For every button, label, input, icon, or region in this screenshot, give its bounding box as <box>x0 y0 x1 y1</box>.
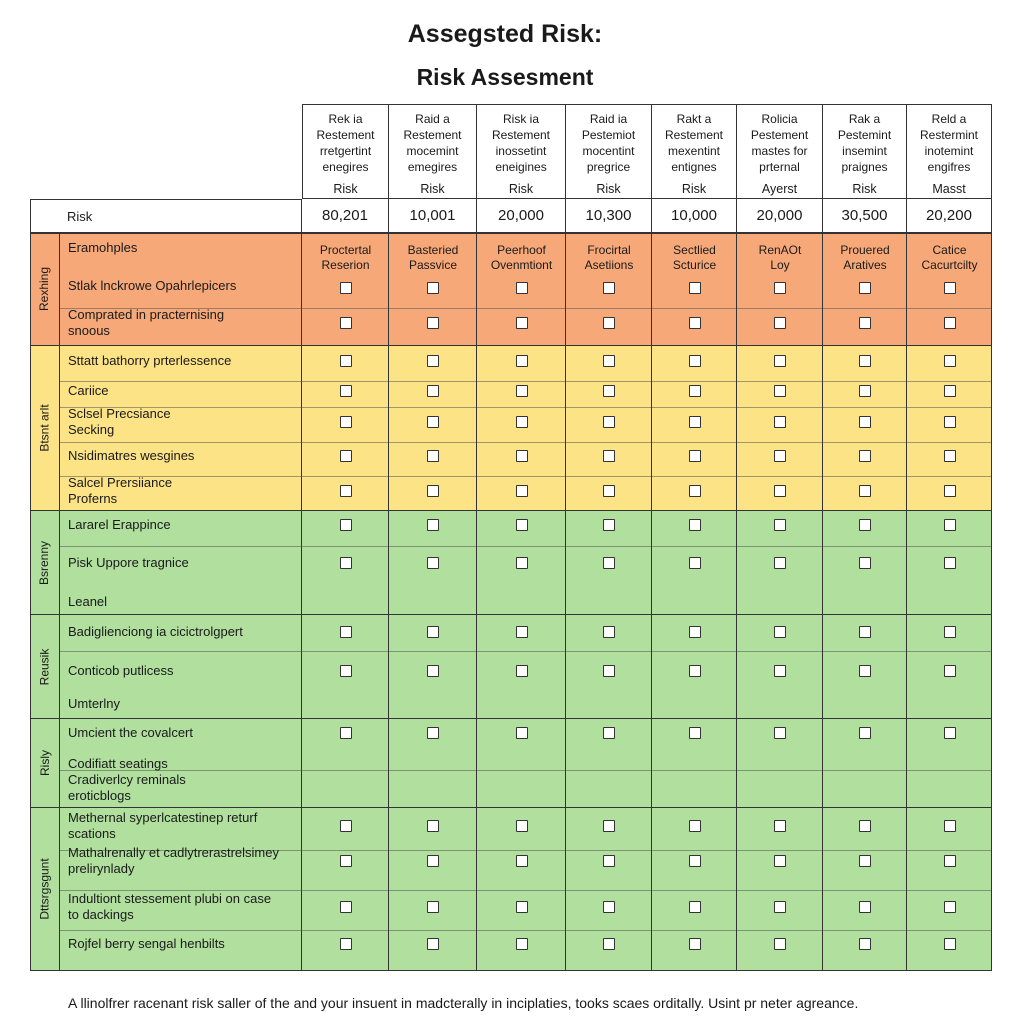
footer-note: A llinolfrer racenant risk saller of the and your insuent in madcterally in inciplaties, tooks scaes orditally. Usint pr neter agreance. <box>68 995 859 1011</box>
category-label <box>320 243 371 273</box>
risk-checkbox[interactable] <box>774 416 786 428</box>
risk-checkbox[interactable] <box>427 317 439 329</box>
row-label-line: Sttatt bathorry prterlessence <box>68 353 232 368</box>
row-label-line: Codifiatt seatings <box>68 756 168 771</box>
risk-checkbox[interactable] <box>340 665 352 677</box>
divider <box>651 233 652 971</box>
column-header-line: mocentint <box>582 144 635 158</box>
risk-checkbox[interactable] <box>689 519 701 531</box>
risk-checkbox[interactable] <box>774 450 786 462</box>
row-label <box>68 845 296 877</box>
risk-checkbox[interactable] <box>516 355 528 367</box>
risk-checkbox[interactable] <box>944 626 956 638</box>
risk-checkbox[interactable] <box>340 317 352 329</box>
risk-checkbox[interactable] <box>516 626 528 638</box>
category-label-line: Basteried <box>407 243 459 257</box>
risk-checkbox[interactable] <box>427 938 439 950</box>
column-header-line: Restement <box>316 128 375 142</box>
section-label-text: Bsrenny <box>37 540 52 585</box>
risk-checkbox[interactable] <box>859 665 871 677</box>
column-header-line: mastes for <box>751 144 808 158</box>
risk-checkbox[interactable] <box>603 665 615 677</box>
row-label-line: Leanel <box>68 594 108 609</box>
divider <box>60 930 992 931</box>
column-header-line: inotemint <box>924 144 974 158</box>
column-header-line: inossetint <box>495 144 547 158</box>
column-header-line: Risk ia <box>502 112 539 126</box>
column-header-line: Pestemiot <box>581 128 636 142</box>
risk-checkbox[interactable] <box>340 727 352 739</box>
category-label-line: Scturice <box>672 258 717 272</box>
row-label-line: Secking <box>68 422 115 437</box>
risk-checkbox[interactable] <box>516 727 528 739</box>
column-header <box>566 104 652 199</box>
column-header-line: Raid ia <box>589 112 628 126</box>
risk-checkbox[interactable] <box>427 416 439 428</box>
column-header-line: Restement <box>403 128 462 142</box>
risk-checkbox[interactable] <box>340 855 352 867</box>
category-label-line: Reserion <box>321 258 370 272</box>
risk-checkbox[interactable] <box>516 855 528 867</box>
column-header-line: emegires <box>407 160 458 174</box>
risk-checkbox[interactable] <box>516 317 528 329</box>
row-label-line: Proferns <box>68 491 118 506</box>
risk-checkbox[interactable] <box>603 450 615 462</box>
row-label-line: eroticblogs <box>68 788 131 803</box>
risk-checkbox[interactable] <box>774 820 786 832</box>
section-label-text: Btsnt arlt <box>37 404 52 452</box>
risk-checkbox[interactable] <box>603 557 615 569</box>
column-header-risk: Risk <box>508 182 534 196</box>
column-header-line: pregrice <box>586 160 631 174</box>
category-label-line: Proctertal <box>319 243 372 257</box>
row-label-line: Methernal syperlcatestinep returf <box>68 810 258 825</box>
section-label-text: Risly <box>37 750 52 776</box>
risk-checkbox[interactable] <box>427 282 439 294</box>
risk-checkbox[interactable] <box>774 626 786 638</box>
section-label-text: Rexhing <box>37 266 52 312</box>
category-label-line: Asetiions <box>584 258 634 272</box>
risk-checkbox[interactable] <box>944 901 956 913</box>
risk-checkbox[interactable] <box>427 450 439 462</box>
column-header-line: entignes <box>671 160 717 174</box>
risk-checkbox[interactable] <box>516 665 528 677</box>
section-label <box>30 511 60 615</box>
row-label-line: Cradiverlcy reminals <box>68 772 186 787</box>
risk-checkbox[interactable] <box>340 355 352 367</box>
category-label <box>759 243 802 273</box>
column-header-line: mexentint <box>667 144 721 158</box>
risk-checkbox[interactable] <box>340 938 352 950</box>
risk-checkbox[interactable] <box>427 727 439 739</box>
risk-checkbox[interactable] <box>859 355 871 367</box>
risk-checkbox[interactable] <box>516 485 528 497</box>
column-header <box>302 104 389 199</box>
column-header-line: prternal <box>759 160 800 174</box>
column-header <box>477 104 566 199</box>
column-header-line: Pestemint <box>837 128 892 142</box>
risk-checkbox[interactable] <box>516 450 528 462</box>
risk-checkbox[interactable] <box>944 820 956 832</box>
row-label <box>68 756 296 804</box>
divider <box>476 233 477 971</box>
row-label-line: Conticob putlicess <box>68 663 174 678</box>
row-label <box>68 696 296 712</box>
divider <box>822 233 823 971</box>
column-header-line: enegires <box>322 160 369 174</box>
risk-checkbox[interactable] <box>944 665 956 677</box>
column-header-risk: Risk <box>852 182 877 196</box>
risk-checkbox[interactable] <box>944 519 956 531</box>
risk-checkbox[interactable] <box>603 938 615 950</box>
category-label-line: Cacurtcilty <box>921 258 978 272</box>
column-header-line: mocemint <box>406 144 459 158</box>
row-label <box>68 555 296 571</box>
row-label-line: Pisk Uppore tragnice <box>68 555 189 570</box>
risk-checkbox[interactable] <box>603 385 615 397</box>
risk-checkbox[interactable] <box>516 901 528 913</box>
risk-checkbox[interactable] <box>603 485 615 497</box>
column-number: 80,201 <box>302 199 389 233</box>
risk-checkbox[interactable] <box>774 317 786 329</box>
risk-checkbox[interactable] <box>689 282 701 294</box>
risk-checkbox[interactable] <box>603 820 615 832</box>
divider <box>60 442 992 443</box>
section-label-text: Dttsrgsgunt <box>37 858 52 920</box>
column-number: 20,000 <box>477 199 566 233</box>
risk-checkbox[interactable] <box>516 938 528 950</box>
risk-checkbox[interactable] <box>689 626 701 638</box>
row-label <box>68 448 296 464</box>
risk-checkbox[interactable] <box>689 385 701 397</box>
risk-checkbox[interactable] <box>516 557 528 569</box>
column-header-line: Restement <box>491 128 551 142</box>
section-label <box>30 808 60 971</box>
row-label-line: Stlak lnckrowe Opahrlepicers <box>68 278 237 293</box>
column-number: 10,001 <box>389 199 477 233</box>
row-label-line: scations <box>68 826 116 841</box>
row-label-line: to dackings <box>68 907 134 922</box>
divider <box>60 381 992 382</box>
divider <box>388 233 389 971</box>
row-label-line: Eramohples <box>68 240 138 255</box>
risk-checkbox[interactable] <box>689 416 701 428</box>
risk-checkbox[interactable] <box>603 727 615 739</box>
risk-checkbox[interactable] <box>944 385 956 397</box>
column-header-line: Pestement <box>750 128 809 142</box>
risk-checkbox[interactable] <box>944 557 956 569</box>
risk-checkbox[interactable] <box>340 282 352 294</box>
category-label-line: RenAOt <box>758 243 802 257</box>
row-label <box>68 663 296 679</box>
category-label <box>585 243 634 273</box>
risk-checkbox[interactable] <box>427 485 439 497</box>
column-header-line: Restement <box>664 128 724 142</box>
row-label-line: snoous <box>68 323 110 338</box>
risk-checkbox[interactable] <box>603 519 615 531</box>
risk-checkbox[interactable] <box>859 820 871 832</box>
risk-checkbox[interactable] <box>774 557 786 569</box>
risk-checkbox[interactable] <box>859 901 871 913</box>
column-header-line: eneigines <box>495 160 547 174</box>
divider <box>301 511 302 615</box>
risk-checkbox[interactable] <box>427 355 439 367</box>
row-label-line: Mathalrenally et cadlytrerastrelsimey <box>68 845 279 860</box>
column-number: 10,000 <box>652 199 737 233</box>
risk-checkbox[interactable] <box>774 519 786 531</box>
risk-checkbox[interactable] <box>944 938 956 950</box>
row-label <box>68 725 296 741</box>
risk-checkbox[interactable] <box>689 855 701 867</box>
risk-checkbox[interactable] <box>774 485 786 497</box>
divider <box>301 346 302 511</box>
category-label <box>408 243 459 273</box>
column-header-line: Reld a <box>931 112 967 126</box>
divider <box>301 615 302 719</box>
risk-checkbox[interactable] <box>427 557 439 569</box>
row-label-line: Comprated in practernising <box>68 307 225 322</box>
row-label-line: Cariice <box>68 383 109 398</box>
risk-checkbox[interactable] <box>944 855 956 867</box>
category-label <box>840 243 889 273</box>
risk-checkbox[interactable] <box>340 557 352 569</box>
column-header-risk: Masst <box>932 182 966 196</box>
column-header-line: Rak a <box>848 112 881 126</box>
divider <box>60 651 992 652</box>
column-header-risk: Risk <box>681 182 707 196</box>
risk-checkbox[interactable] <box>340 485 352 497</box>
row-label <box>68 810 296 842</box>
risk-checkbox[interactable] <box>603 416 615 428</box>
risk-checkbox[interactable] <box>859 416 871 428</box>
risk-checkbox[interactable] <box>774 727 786 739</box>
category-label-line: Catice <box>932 243 967 257</box>
risk-checkbox[interactable] <box>603 355 615 367</box>
risk-checkbox[interactable] <box>859 519 871 531</box>
risk-checkbox[interactable] <box>944 282 956 294</box>
page-title: Assegsted Risk: <box>407 20 603 48</box>
row-label-line: Umcient the covalcert <box>68 725 193 740</box>
row-label <box>68 475 296 507</box>
row-label <box>68 936 296 952</box>
column-header-line: rretgertint <box>319 144 372 158</box>
row-label-line: Nsidimatres wesgines <box>68 448 195 463</box>
row-label-line: Indultiont stessement plubi on case <box>68 891 272 906</box>
column-header <box>823 104 907 199</box>
risk-checkbox[interactable] <box>774 855 786 867</box>
row-label <box>68 278 296 294</box>
column-header-risk: Ayerst <box>761 182 798 196</box>
row-label-line: Salcel Prersiiance <box>68 475 173 490</box>
number-row-label: Risk <box>30 199 302 233</box>
risk-checkbox[interactable] <box>859 557 871 569</box>
column-header-line: Raid a <box>415 112 450 126</box>
risk-checkbox[interactable] <box>774 385 786 397</box>
risk-checkbox[interactable] <box>689 557 701 569</box>
column-header-line: Rek ia <box>328 112 363 126</box>
risk-checkbox[interactable] <box>774 282 786 294</box>
row-label-line: Rojfel berry sengal henbilts <box>68 936 225 951</box>
risk-checkbox[interactable] <box>516 519 528 531</box>
column-number: 30,500 <box>823 199 907 233</box>
risk-checkbox[interactable] <box>340 450 352 462</box>
column-header <box>389 104 477 199</box>
risk-checkbox[interactable] <box>427 519 439 531</box>
row-label-line: Badiglienciong ia cicictrolgpert <box>68 624 243 639</box>
risk-checkbox[interactable] <box>340 416 352 428</box>
page-subtitle: Risk Assesment <box>416 64 594 90</box>
category-label-line: Peerhoof <box>497 243 546 257</box>
divider <box>565 233 566 971</box>
column-number: 20,200 <box>907 199 992 233</box>
column-header-line: engifres <box>927 160 971 174</box>
column-header-line: Rolicia <box>761 112 798 126</box>
risk-checkbox[interactable] <box>689 317 701 329</box>
risk-checkbox[interactable] <box>774 938 786 950</box>
risk-checkbox[interactable] <box>516 416 528 428</box>
row-label <box>68 353 296 369</box>
risk-checkbox[interactable] <box>774 665 786 677</box>
column-header-line: praignes <box>841 160 888 174</box>
category-label-line: Passvice <box>408 258 458 272</box>
risk-checkbox[interactable] <box>944 450 956 462</box>
column-header <box>737 104 823 199</box>
column-header-risk: Risk <box>596 182 621 196</box>
risk-checkbox[interactable] <box>603 901 615 913</box>
row-label <box>68 406 296 438</box>
risk-checkbox[interactable] <box>603 317 615 329</box>
risk-checkbox[interactable] <box>859 727 871 739</box>
column-header-line: insemint <box>842 144 887 158</box>
risk-checkbox[interactable] <box>603 855 615 867</box>
category-label-line: Loy <box>770 258 790 272</box>
risk-checkbox[interactable] <box>774 355 786 367</box>
category-label <box>921 243 977 273</box>
risk-assessment-table <box>30 104 992 971</box>
row-label <box>68 594 296 610</box>
risk-checkbox[interactable] <box>859 938 871 950</box>
risk-checkbox[interactable] <box>427 626 439 638</box>
divider <box>301 719 302 808</box>
risk-checkbox[interactable] <box>603 626 615 638</box>
risk-checkbox[interactable] <box>774 901 786 913</box>
section-label <box>30 346 60 511</box>
risk-checkbox[interactable] <box>944 355 956 367</box>
risk-checkbox[interactable] <box>689 938 701 950</box>
row-label-line: Umterlny <box>68 696 121 711</box>
risk-checkbox[interactable] <box>427 901 439 913</box>
row-label <box>68 624 296 640</box>
category-label-line: Prouered <box>840 243 890 257</box>
risk-checkbox[interactable] <box>689 727 701 739</box>
row-label <box>68 891 296 923</box>
risk-checkbox[interactable] <box>689 450 701 462</box>
category-label-line: Sectlied <box>673 243 716 257</box>
column-header-line: Restermint <box>919 128 978 142</box>
section-label-text: Reusik <box>37 648 52 685</box>
risk-checkbox[interactable] <box>427 665 439 677</box>
section-label <box>30 233 60 346</box>
category-label-line: Ovenmtiont <box>490 258 553 272</box>
column-header <box>652 104 737 199</box>
risk-checkbox[interactable] <box>689 820 701 832</box>
risk-checkbox[interactable] <box>859 450 871 462</box>
divider <box>301 233 302 346</box>
risk-checkbox[interactable] <box>340 820 352 832</box>
risk-checkbox[interactable] <box>427 855 439 867</box>
risk-checkbox[interactable] <box>944 485 956 497</box>
category-label-line: Frocirtal <box>587 243 631 257</box>
risk-checkbox[interactable] <box>859 317 871 329</box>
row-label <box>68 240 296 256</box>
risk-checkbox[interactable] <box>944 727 956 739</box>
risk-checkbox[interactable] <box>689 665 701 677</box>
column-header-line: Rakt a <box>676 112 712 126</box>
risk-checkbox[interactable] <box>340 901 352 913</box>
row-label-line: Sclsel Precsiance <box>68 406 171 421</box>
divider <box>736 233 737 971</box>
row-label <box>68 517 296 533</box>
column-number: 20,000 <box>737 199 823 233</box>
risk-checkbox[interactable] <box>689 355 701 367</box>
risk-checkbox[interactable] <box>944 416 956 428</box>
risk-checkbox[interactable] <box>603 282 615 294</box>
category-label-line: Aratives <box>843 258 887 272</box>
column-header-risk: Risk <box>333 182 358 196</box>
risk-checkbox[interactable] <box>689 485 701 497</box>
risk-checkbox[interactable] <box>427 820 439 832</box>
risk-checkbox[interactable] <box>340 385 352 397</box>
row-label-line: Lararel Erappince <box>68 517 171 532</box>
risk-checkbox[interactable] <box>859 855 871 867</box>
column-header <box>907 104 992 199</box>
risk-checkbox[interactable] <box>689 901 701 913</box>
risk-checkbox[interactable] <box>859 385 871 397</box>
column-header-risk: Risk <box>420 182 445 196</box>
risk-checkbox[interactable] <box>427 385 439 397</box>
risk-checkbox[interactable] <box>516 385 528 397</box>
risk-checkbox[interactable] <box>340 519 352 531</box>
divider <box>60 546 992 547</box>
risk-checkbox[interactable] <box>859 485 871 497</box>
section-label <box>30 615 60 719</box>
risk-checkbox[interactable] <box>859 626 871 638</box>
category-label <box>673 243 716 273</box>
risk-checkbox[interactable] <box>944 317 956 329</box>
row-label-line: prelirynlady <box>68 861 135 876</box>
row-label <box>68 383 296 399</box>
risk-checkbox[interactable] <box>516 282 528 294</box>
divider <box>906 233 907 971</box>
category-label <box>491 243 552 273</box>
row-label <box>68 307 296 339</box>
column-number: 10,300 <box>566 199 652 233</box>
divider <box>991 233 992 971</box>
risk-checkbox[interactable] <box>340 626 352 638</box>
risk-checkbox[interactable] <box>516 820 528 832</box>
section-label <box>30 719 60 808</box>
risk-checkbox[interactable] <box>859 282 871 294</box>
